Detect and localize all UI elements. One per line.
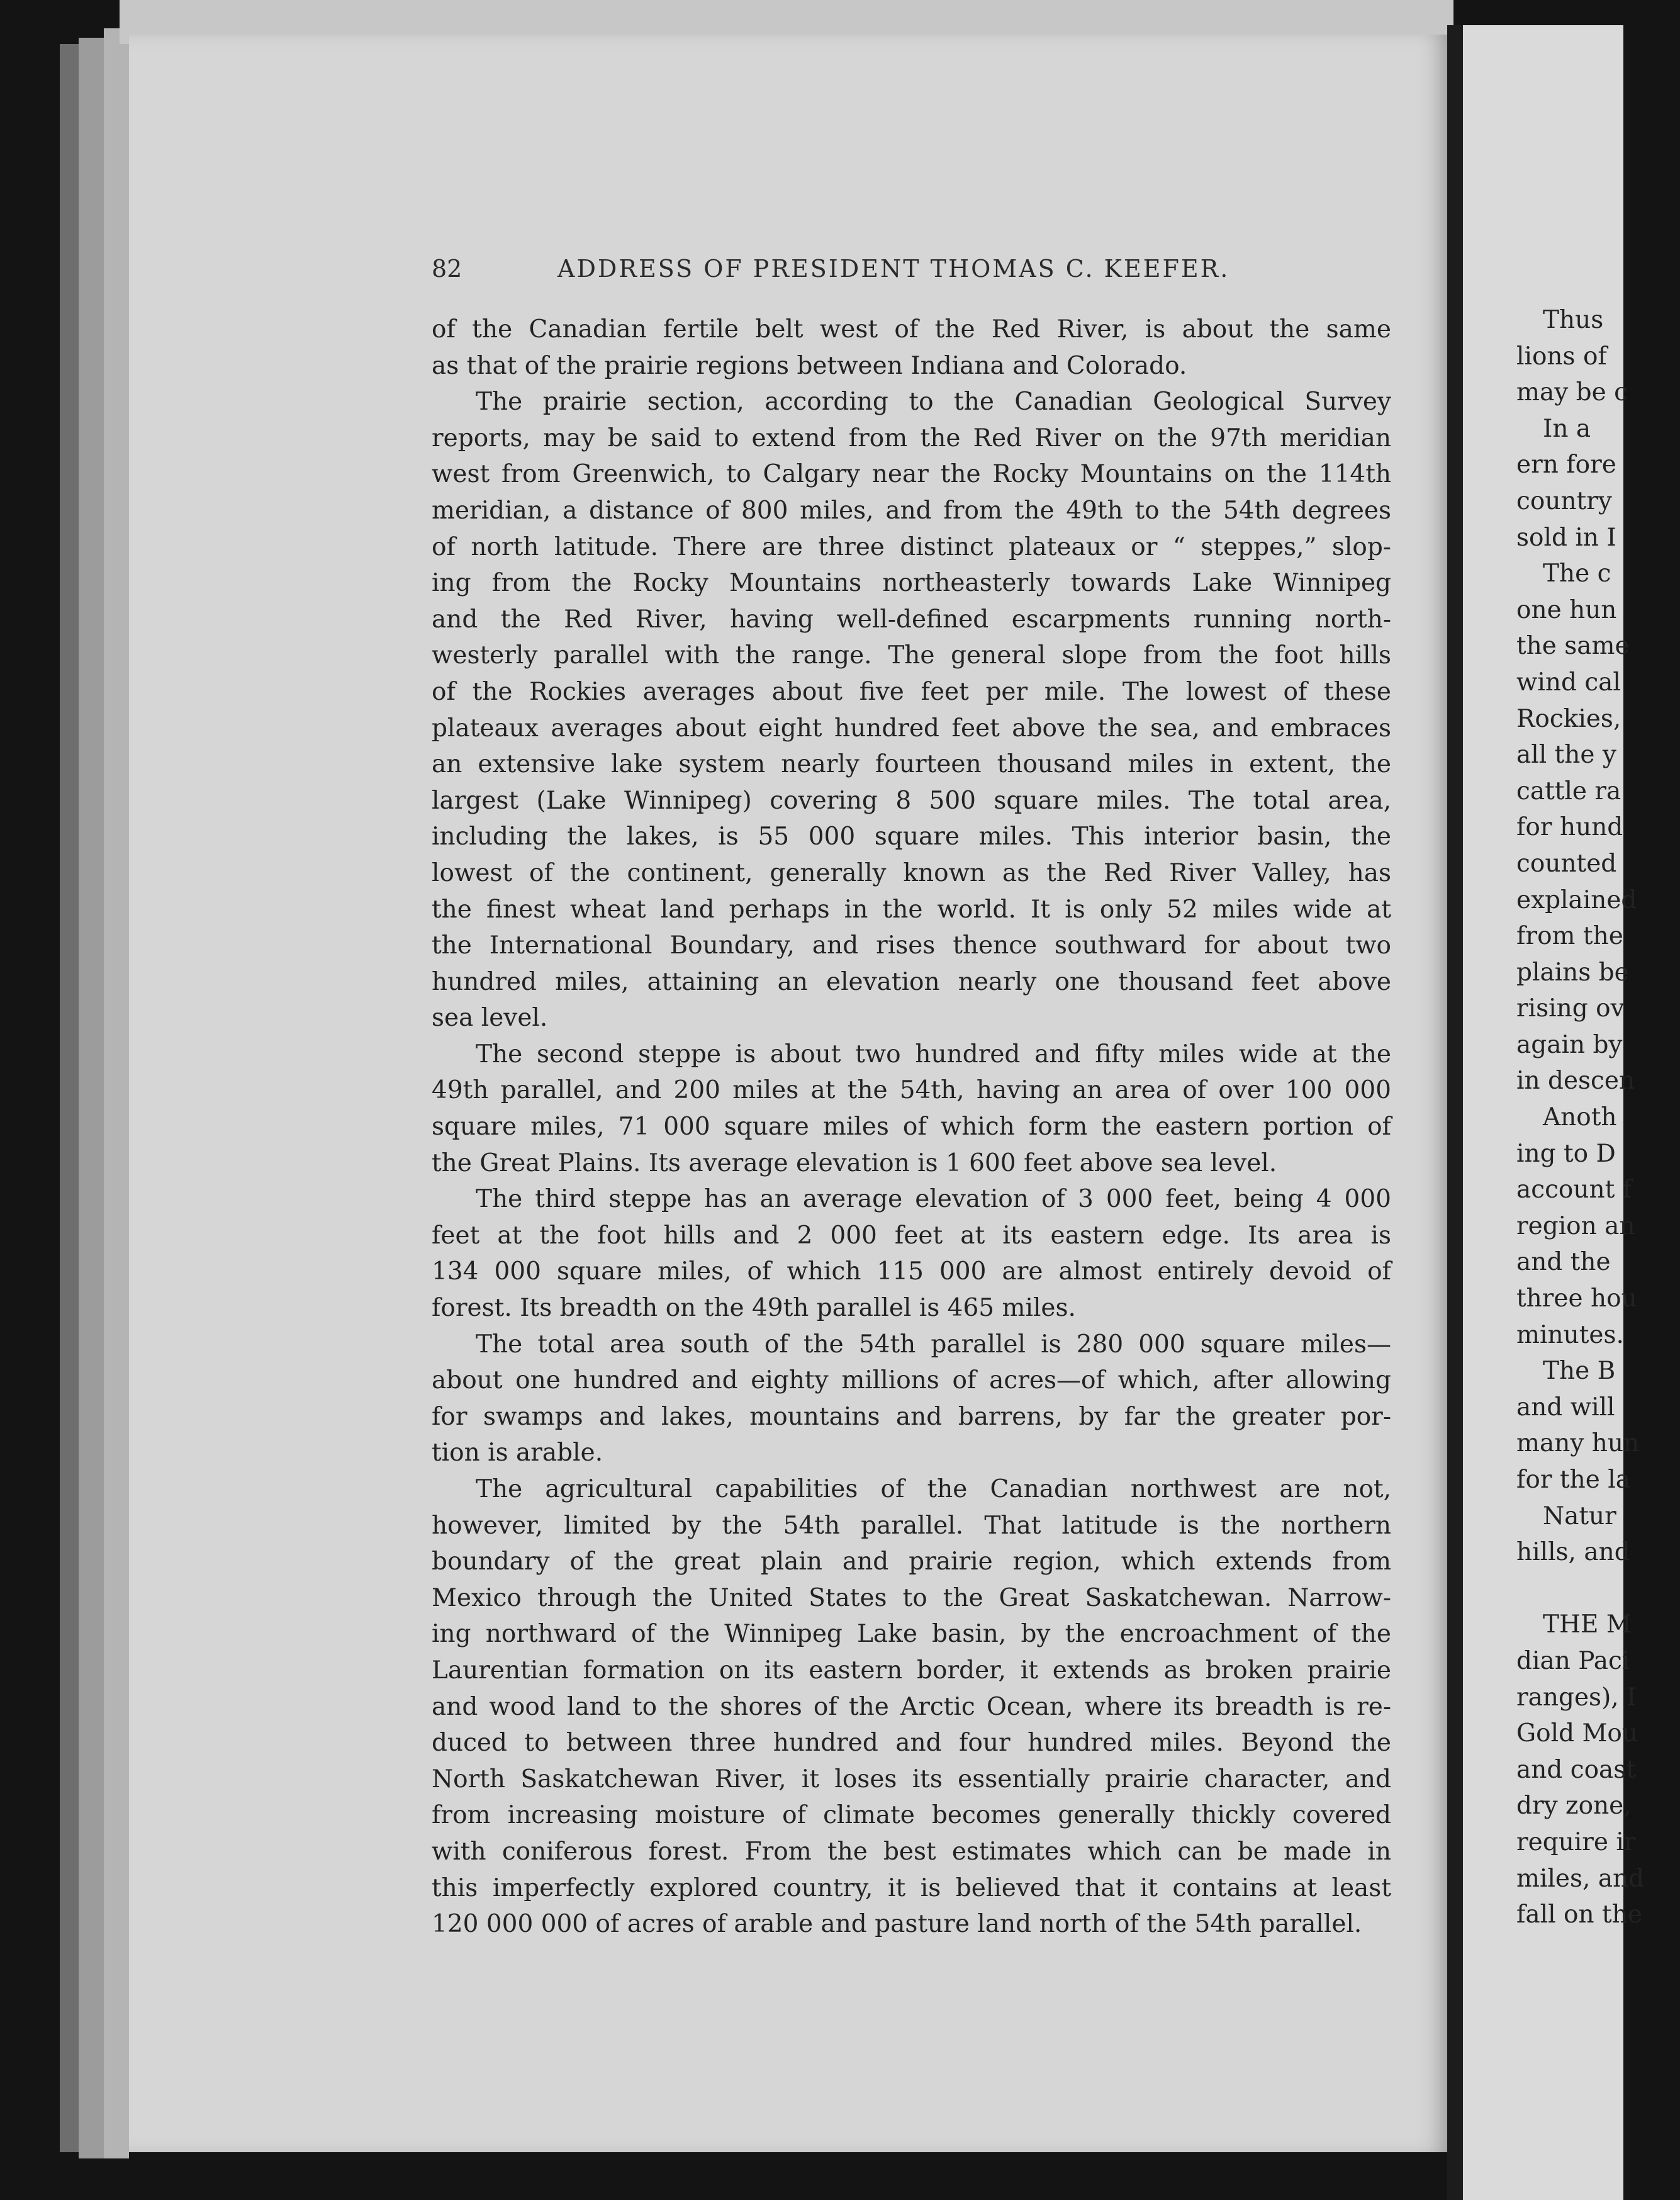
right-page-line: and the [1516,1248,1611,1277]
right-page-line: dian Paci [1516,1646,1630,1675]
page-edge-inner [104,28,129,2158]
right-page-line: THE M [1543,1610,1632,1639]
right-page-line: from the [1516,922,1623,951]
text-line: The agricultural capabilities of the Canadian northwest are not, [476,1475,1391,1503]
text-line: duced to between three hundred and four hundred miles. Beyond the [432,1729,1391,1758]
text-line: including the lakes, is 55 000 square miles. This interior basin, the [432,822,1391,851]
right-page-line: ing to D [1516,1139,1616,1168]
text-line: largest (Lake Winnipeg) covering 8 500 square miles. The total area, [432,786,1391,815]
text-line: this imperfectly explored country, it is believed that it contains at least [432,1873,1391,1902]
text-line: hundred miles, attaining an elevation nearly one thousand feet above [432,967,1391,996]
right-page-line: The c [1543,559,1611,588]
text-line: North Saskatchewan River, it loses its essentially prairie character, and [432,1765,1391,1793]
right-page-line: again by [1516,1030,1623,1059]
text-line: the finest wheat land perhaps in the world. It is only 52 miles wide at [432,895,1391,924]
right-page-line: lions of [1516,342,1607,371]
text-line: as that of the prairie regions between Indiana and Colorado. [432,351,1187,380]
text-line: 120 000 000 of acres of arable and pasture land north of the 54th parallel. [432,1910,1362,1939]
page-number: 82 [432,255,462,283]
text-line: tion is arable. [432,1439,603,1468]
right-page-line: minutes. [1516,1320,1624,1349]
page-edge-middle [79,38,104,2158]
right-page-line: country [1516,486,1612,515]
right-page-line: region an [1516,1211,1635,1240]
text-line: the International Boundary, and rises thence southward for about two [432,931,1391,960]
right-page-line: cattle ra [1516,777,1621,805]
page-header [432,255,1391,293]
right-page-line [1516,1571,1680,1607]
right-page-line: Rockies, [1516,704,1621,733]
right-page-line: Thus [1543,306,1604,334]
right-page-line: dry zone, [1516,1792,1632,1821]
text-line: Laurentian formation on its eastern border, it extends as broken prairie [432,1656,1391,1685]
text-line: the Great Plains. Its average elevation is 1 600 feet above sea level. [432,1148,1277,1177]
right-page-text [1516,302,1680,1933]
text-line: from increasing moisture of climate becomes generally thickly covered [432,1801,1391,1830]
text-line: west from Greenwich, to Calgary near the Rocky Mountains on the 114th [432,460,1391,489]
right-page-line: wind cal [1516,668,1621,697]
text-line: The second steppe is about two hundred and fifty miles wide at the [476,1040,1391,1069]
right-page-line: may be c [1516,378,1628,407]
text-line: The total area south of the 54th parallel is 280 000 square miles— [476,1330,1391,1359]
right-page-line: sold in I [1516,523,1616,552]
text-line: Mexico through the United States to the Great Saskatchewan. Narrow- [432,1583,1391,1612]
text-line: meridian, a distance of 800 miles, and from the 49th to the 54th degrees [432,496,1391,525]
right-page-line: Natur [1543,1501,1616,1530]
text-line: forest. Its breadth on the 49th parallel is 465 miles. [432,1294,1076,1323]
text-line: however, limited by the 54th parallel. That latitude is the northern [432,1511,1391,1540]
right-page-line: Gold Mou [1516,1719,1638,1748]
text-line: The prairie section, according to the Canadian Geological Survey [476,388,1391,417]
right-page-line: rising ov [1516,994,1625,1023]
right-page-line: all the y [1516,741,1616,770]
text-line: of the Rockies averages about five feet per mile. The lowest of these [432,677,1391,706]
text-line: for swamps and lakes, mountains and barrens, by far the greater por- [432,1402,1391,1431]
right-page-line: many hun [1516,1429,1640,1458]
right-page-line: miles, and [1516,1864,1645,1893]
text-line: ing from the Rocky Mountains northeasterly towards Lake Winnipeg [432,569,1391,598]
right-page-line: In a [1543,414,1591,443]
text-line: feet at the foot hills and 2 000 feet at its eastern edge. Its area is [432,1221,1391,1250]
text-line: sea level. [432,1004,548,1033]
right-page-line: for the la [1516,1466,1630,1494]
right-page-line: account f [1516,1176,1632,1204]
right-page-line: Anoth [1543,1103,1617,1132]
right-page-line: one hun [1516,595,1617,624]
right-page-line: ranges), I [1516,1683,1637,1712]
text-line: boundary of the great plain and prairie region, which extends from [432,1547,1391,1576]
right-page-line: counted [1516,849,1617,878]
text-line: and the Red River, having well-defined escarpments running north- [432,605,1391,634]
text-line: ing northward of the Winnipeg Lake basin, by the encroachment of the [432,1620,1391,1649]
text-line: plateaux averages about eight hundred feet above the sea, and embraces [432,714,1391,743]
right-page-line: require ir [1516,1827,1636,1856]
text-line: about one hundred and eighty millions of acres—of which, after allowing [432,1366,1391,1395]
right-page-line: for hund [1516,813,1623,842]
body-text [432,311,1391,1943]
text-line: and wood land to the shores of the Arctic Ocean, where its breadth is re- [432,1692,1391,1721]
text-line: lowest of the continent, generally known as the Red River Valley, has [432,858,1391,887]
right-page-line: the same [1516,632,1630,661]
right-page-line: hills, and [1516,1538,1630,1567]
right-page-line: in descen [1516,1067,1635,1096]
right-page-line: ern fore [1516,451,1616,480]
right-page-line: fall on the [1516,1900,1642,1929]
right-page-line: and will [1516,1393,1615,1422]
text-line: square miles, 71 000 square miles of which form the eastern portion of [432,1113,1391,1142]
running-head: ADDRESS OF PRESIDENT THOMAS C. KEEFER. [557,255,1230,283]
text-line: with coniferous forest. From the best estimates which can be made in [432,1837,1391,1866]
text-line: 134 000 square miles, of which 115 000 are almost entirely devoid of [432,1257,1391,1286]
text-line: reports, may be said to extend from the Red River on the 97th meridian [432,424,1391,452]
text-line: of the Canadian fertile belt west of the Red River, is about the same [432,315,1391,344]
text-line: of north latitude. There are three distinct plateaux or “ steppes,” slop- [432,532,1391,561]
page-edge-outer [60,44,79,2152]
right-page-line: The B [1543,1357,1616,1386]
right-page-line: and coast [1516,1755,1636,1784]
text-line: an extensive lake system nearly fourteen thousand miles in extent, the [432,750,1391,779]
text-line: 49th parallel, and 200 miles at the 54th, having an area of over 100 000 [432,1076,1391,1105]
text-line: The third steppe has an average elevation of 3 000 feet, being 4 000 [476,1185,1391,1214]
right-page-line: three hou [1516,1284,1637,1313]
right-page-line: plains be [1516,958,1629,987]
text-line: westerly parallel with the range. The general slope from the foot hills [432,641,1391,670]
right-page-line: explained [1516,885,1637,914]
